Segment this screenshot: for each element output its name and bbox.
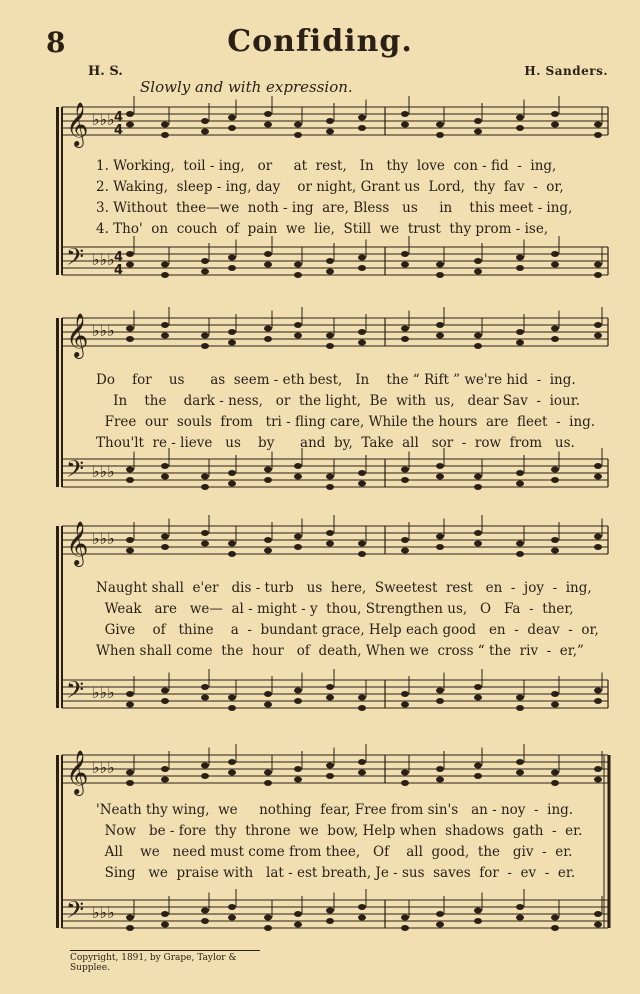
note-head-icon <box>228 759 236 765</box>
note-head-icon <box>294 272 302 278</box>
note-head-icon <box>228 115 236 121</box>
note-head-icon <box>436 272 444 278</box>
note-head-icon <box>228 255 236 261</box>
note-head-icon <box>401 251 409 257</box>
note-head-icon <box>294 766 302 772</box>
note-head-icon <box>474 763 482 769</box>
note-head-icon <box>264 770 272 776</box>
note-head-icon <box>264 691 272 697</box>
note-head-icon <box>551 251 559 257</box>
note-head-icon <box>228 770 236 776</box>
treble-clef-icon: 𝄞 <box>66 521 89 565</box>
note-head-icon <box>126 691 134 697</box>
note-head-icon <box>401 537 409 543</box>
note-head-icon <box>201 530 209 536</box>
lyrics-system-2 <box>96 370 616 454</box>
note-head-icon <box>294 534 302 540</box>
note-head-icon <box>594 766 602 772</box>
note-head-icon <box>326 918 334 924</box>
note-head-icon <box>161 463 169 469</box>
note-head-icon <box>594 333 602 339</box>
note-head-icon <box>264 251 272 257</box>
note-head-icon <box>474 129 482 135</box>
note-head-icon <box>551 780 559 786</box>
hymn-title: Confiding. <box>227 24 413 59</box>
note-head-icon <box>594 272 602 278</box>
note-head-icon <box>436 766 444 772</box>
note-head-icon <box>264 326 272 332</box>
note-head-icon <box>594 544 602 550</box>
note-head-icon <box>516 904 524 910</box>
note-head-icon <box>326 773 334 779</box>
note-head-icon <box>516 470 524 476</box>
note-head-icon <box>358 329 366 335</box>
note-head-icon <box>474 695 482 701</box>
note-head-icon <box>264 537 272 543</box>
note-head-icon <box>228 125 236 131</box>
key-signature-icon: ♭♭♭ <box>92 110 115 129</box>
note-head-icon <box>551 548 559 554</box>
note-head-icon <box>401 548 409 554</box>
lyric-line: When shall come the hour of death, When we cross “ the riv - er,” <box>96 643 584 659</box>
key-signature-icon: ♭♭♭ <box>92 321 115 340</box>
note-head-icon <box>264 122 272 128</box>
note-head-icon <box>358 770 366 776</box>
note-head-icon <box>516 759 524 765</box>
note-head-icon <box>201 695 209 701</box>
note-head-icon <box>436 333 444 339</box>
note-head-icon <box>516 551 524 557</box>
note-head-icon <box>401 702 409 708</box>
tempo-marking: Slowly and with expression. <box>140 78 353 96</box>
note-head-icon <box>228 904 236 910</box>
note-head-icon <box>436 534 444 540</box>
note-head-icon <box>516 115 524 121</box>
lyric-line: In the dark - ness, or the light, Be with us, dear Sav - iour. <box>96 393 580 409</box>
lyric-line: Now be - fore thy throne we bow, Help when shadows gath - er. <box>96 823 583 839</box>
key-signature-icon: ♭♭♭ <box>92 462 115 481</box>
note-head-icon <box>201 333 209 339</box>
note-head-icon <box>126 111 134 117</box>
note-head-icon <box>126 702 134 708</box>
note-head-icon <box>201 684 209 690</box>
note-head-icon <box>436 132 444 138</box>
lyric-line: 2. Waking, sleep - ing, day or night, Grant us Lord, thy fav - or, <box>96 179 564 195</box>
note-head-icon <box>201 763 209 769</box>
bass-clef-icon: 𝄢 <box>66 896 85 929</box>
note-head-icon <box>401 770 409 776</box>
note-head-icon <box>401 111 409 117</box>
note-head-icon <box>594 262 602 268</box>
note-head-icon <box>436 688 444 694</box>
lyric-line: 4. Tho' on couch of pain we lie, Still we trust thy prom - ise, <box>96 221 549 237</box>
note-head-icon <box>161 262 169 268</box>
note-head-icon <box>516 915 524 921</box>
note-head-icon <box>516 340 524 346</box>
note-head-icon <box>326 908 334 914</box>
note-head-icon <box>551 336 559 342</box>
note-head-icon <box>228 551 236 557</box>
note-head-icon <box>326 333 334 339</box>
note-head-icon <box>161 922 169 928</box>
note-head-icon <box>474 258 482 264</box>
note-head-icon <box>516 255 524 261</box>
note-head-icon <box>474 474 482 480</box>
note-head-icon <box>358 125 366 131</box>
note-head-icon <box>474 269 482 275</box>
note-head-icon <box>551 477 559 483</box>
time-signature-icon: 4 <box>114 110 124 125</box>
note-head-icon <box>228 705 236 711</box>
note-head-icon <box>594 122 602 128</box>
composer-credit: H. Sanders. <box>524 64 608 78</box>
note-head-icon <box>326 258 334 264</box>
note-head-icon <box>126 262 134 268</box>
note-head-icon <box>326 541 334 547</box>
treble-clef-icon: 𝄞 <box>66 313 89 357</box>
lyric-line: Naught shall e'er dis - turb us here, Sweetest rest en - joy - ing, <box>96 580 592 596</box>
note-head-icon <box>551 691 559 697</box>
note-head-icon <box>228 329 236 335</box>
note-head-icon <box>264 336 272 342</box>
note-head-icon <box>516 481 524 487</box>
note-head-icon <box>294 463 302 469</box>
key-signature-icon: ♭♭♭ <box>92 683 115 702</box>
note-head-icon <box>294 544 302 550</box>
note-head-icon <box>358 115 366 121</box>
note-head-icon <box>294 474 302 480</box>
note-head-icon <box>551 915 559 921</box>
note-head-icon <box>161 333 169 339</box>
note-head-icon <box>294 922 302 928</box>
note-head-icon <box>161 911 169 917</box>
note-head-icon <box>401 467 409 473</box>
note-head-icon <box>401 336 409 342</box>
note-head-icon <box>294 698 302 704</box>
note-head-icon <box>594 911 602 917</box>
time-signature-icon: 4 <box>114 263 124 278</box>
note-head-icon <box>161 544 169 550</box>
note-head-icon <box>294 777 302 783</box>
note-head-icon <box>264 915 272 921</box>
lyric-line: 'Neath thy wing, we nothing fear, Free from sin's an - noy - ing. <box>96 802 574 818</box>
note-head-icon <box>474 908 482 914</box>
treble-clef-icon: 𝄞 <box>66 102 89 146</box>
note-head-icon <box>551 770 559 776</box>
lyric-line: Thou'lt re - lieve us by and by, Take all sor - row from us. <box>96 435 575 451</box>
bass-clef-icon: 𝄢 <box>66 455 85 488</box>
note-head-icon <box>161 777 169 783</box>
note-head-icon <box>474 530 482 536</box>
note-head-icon <box>358 470 366 476</box>
note-head-icon <box>126 326 134 332</box>
note-head-icon <box>436 463 444 469</box>
lyrics-system-4 <box>96 800 616 884</box>
note-head-icon <box>201 918 209 924</box>
note-head-icon <box>294 122 302 128</box>
note-head-icon <box>474 541 482 547</box>
note-head-icon <box>516 265 524 271</box>
note-head-icon <box>228 915 236 921</box>
lyrics-system-3 <box>96 578 616 662</box>
note-head-icon <box>516 695 524 701</box>
bass-clef-icon: 𝄢 <box>66 243 85 276</box>
note-head-icon <box>201 474 209 480</box>
note-head-icon <box>516 541 524 547</box>
note-head-icon <box>201 258 209 264</box>
note-head-icon <box>201 908 209 914</box>
note-head-icon <box>594 777 602 783</box>
note-head-icon <box>358 759 366 765</box>
note-head-icon <box>264 111 272 117</box>
note-head-icon <box>594 463 602 469</box>
note-head-icon <box>326 484 334 490</box>
note-head-icon <box>201 773 209 779</box>
note-head-icon <box>161 474 169 480</box>
note-head-icon <box>294 322 302 328</box>
note-head-icon <box>326 343 334 349</box>
note-head-icon <box>551 262 559 268</box>
note-head-icon <box>358 340 366 346</box>
note-head-icon <box>474 773 482 779</box>
note-head-icon <box>436 777 444 783</box>
lyric-line: All we need must come from thee, Of all good, the giv - er. <box>96 844 573 860</box>
note-head-icon <box>326 530 334 536</box>
system-bracket <box>56 755 59 928</box>
note-head-icon <box>294 688 302 694</box>
note-head-icon <box>264 780 272 786</box>
note-head-icon <box>436 922 444 928</box>
note-head-icon <box>436 544 444 550</box>
note-head-icon <box>201 343 209 349</box>
key-signature-icon: ♭♭♭ <box>92 250 115 269</box>
note-head-icon <box>551 702 559 708</box>
note-head-icon <box>264 467 272 473</box>
note-head-icon <box>474 333 482 339</box>
note-head-icon <box>358 551 366 557</box>
lyric-line: Free our souls from tri - fling care, While the hours are fleet - ing. <box>96 414 596 430</box>
copyright-notice: Copyright, 1891, by Grape, Taylor & Supplee. <box>70 950 260 973</box>
time-signature-icon: 4 <box>114 123 124 138</box>
time-signature-icon: 4 <box>114 250 124 265</box>
note-head-icon <box>594 698 602 704</box>
note-head-icon <box>551 467 559 473</box>
note-head-icon <box>161 272 169 278</box>
note-head-icon <box>126 336 134 342</box>
note-head-icon <box>264 477 272 483</box>
note-head-icon <box>401 925 409 931</box>
note-head-icon <box>326 763 334 769</box>
note-head-icon <box>436 698 444 704</box>
note-head-icon <box>294 911 302 917</box>
note-head-icon <box>516 770 524 776</box>
note-head-icon <box>474 484 482 490</box>
system-bracket <box>56 526 59 708</box>
note-head-icon <box>228 265 236 271</box>
note-head-icon <box>228 481 236 487</box>
note-head-icon <box>228 340 236 346</box>
note-head-icon <box>126 548 134 554</box>
note-head-icon <box>161 322 169 328</box>
note-head-icon <box>294 132 302 138</box>
note-head-icon <box>264 262 272 268</box>
note-head-icon <box>358 265 366 271</box>
note-head-icon <box>551 537 559 543</box>
lyric-line: Sing we praise with lat - est breath, Je - sus saves for - ev - er. <box>96 865 576 881</box>
note-head-icon <box>126 915 134 921</box>
note-head-icon <box>126 122 134 128</box>
note-head-icon <box>551 111 559 117</box>
note-head-icon <box>326 684 334 690</box>
note-head-icon <box>326 118 334 124</box>
note-head-icon <box>326 695 334 701</box>
note-head-icon <box>161 766 169 772</box>
note-head-icon <box>516 329 524 335</box>
note-head-icon <box>358 695 366 701</box>
note-head-icon <box>126 780 134 786</box>
note-head-icon <box>326 269 334 275</box>
note-head-icon <box>401 262 409 268</box>
note-head-icon <box>551 925 559 931</box>
note-head-icon <box>161 534 169 540</box>
note-head-icon <box>516 125 524 131</box>
note-head-icon <box>594 534 602 540</box>
note-head-icon <box>594 322 602 328</box>
lyric-line: 1. Working, toil - ing, or at rest, In thy love con - fid - ing, <box>96 158 557 174</box>
note-head-icon <box>436 322 444 328</box>
note-head-icon <box>436 474 444 480</box>
note-head-icon <box>326 129 334 135</box>
lyric-line: Give of thine a - bundant grace, Help each good en - deav - or, <box>96 622 599 638</box>
system-bracket <box>56 107 59 275</box>
lyrics-system-1 <box>96 156 616 240</box>
note-head-icon <box>551 122 559 128</box>
note-head-icon <box>294 262 302 268</box>
note-head-icon <box>161 688 169 694</box>
note-head-icon <box>401 691 409 697</box>
note-head-icon <box>401 122 409 128</box>
note-head-icon <box>264 548 272 554</box>
note-head-icon <box>161 132 169 138</box>
note-head-icon <box>201 118 209 124</box>
note-head-icon <box>474 918 482 924</box>
note-head-icon <box>401 326 409 332</box>
note-head-icon <box>126 925 134 931</box>
bass-clef-icon: 𝄢 <box>66 676 85 709</box>
note-head-icon <box>201 484 209 490</box>
note-head-icon <box>436 911 444 917</box>
key-signature-icon: ♭♭♭ <box>92 903 115 922</box>
note-head-icon <box>228 541 236 547</box>
note-head-icon <box>474 118 482 124</box>
note-head-icon <box>228 695 236 701</box>
note-head-icon <box>594 688 602 694</box>
note-head-icon <box>294 333 302 339</box>
key-signature-icon: ♭♭♭ <box>92 529 115 548</box>
note-head-icon <box>516 705 524 711</box>
note-head-icon <box>264 702 272 708</box>
note-head-icon <box>358 915 366 921</box>
note-head-icon <box>326 474 334 480</box>
note-head-icon <box>474 684 482 690</box>
system-bracket <box>56 318 59 487</box>
note-head-icon <box>358 541 366 547</box>
note-head-icon <box>594 474 602 480</box>
note-head-icon <box>358 705 366 711</box>
note-head-icon <box>201 129 209 135</box>
note-head-icon <box>401 477 409 483</box>
note-head-icon <box>161 122 169 128</box>
lyricist-credit: H. S. <box>88 64 123 79</box>
note-head-icon <box>594 922 602 928</box>
note-head-icon <box>436 262 444 268</box>
note-head-icon <box>126 537 134 543</box>
note-head-icon <box>201 541 209 547</box>
note-head-icon <box>401 780 409 786</box>
note-head-icon <box>474 343 482 349</box>
note-head-icon <box>594 132 602 138</box>
lyric-line: 3. Without thee—we noth - ing are, Bless us in this meet - ing, <box>96 200 573 216</box>
note-head-icon <box>436 122 444 128</box>
note-head-icon <box>228 470 236 476</box>
page-number: 8 <box>46 26 66 59</box>
note-head-icon <box>126 251 134 257</box>
key-signature-icon: ♭♭♭ <box>92 758 115 777</box>
note-head-icon <box>358 255 366 261</box>
note-head-icon <box>126 477 134 483</box>
note-head-icon <box>126 467 134 473</box>
note-head-icon <box>126 770 134 776</box>
note-head-icon <box>358 904 366 910</box>
note-head-icon <box>551 326 559 332</box>
note-head-icon <box>358 481 366 487</box>
note-head-icon <box>401 915 409 921</box>
note-head-icon <box>201 269 209 275</box>
note-head-icon <box>161 698 169 704</box>
note-head-icon <box>264 925 272 931</box>
lyric-line: Weak are we— al - might - y thou, Strengthen us, O Fa - ther, <box>96 601 574 617</box>
lyric-line: Do for us as seem - eth best, In the “ Rift ” we're hid - ing. <box>96 372 576 388</box>
treble-clef-icon: 𝄞 <box>66 750 89 794</box>
